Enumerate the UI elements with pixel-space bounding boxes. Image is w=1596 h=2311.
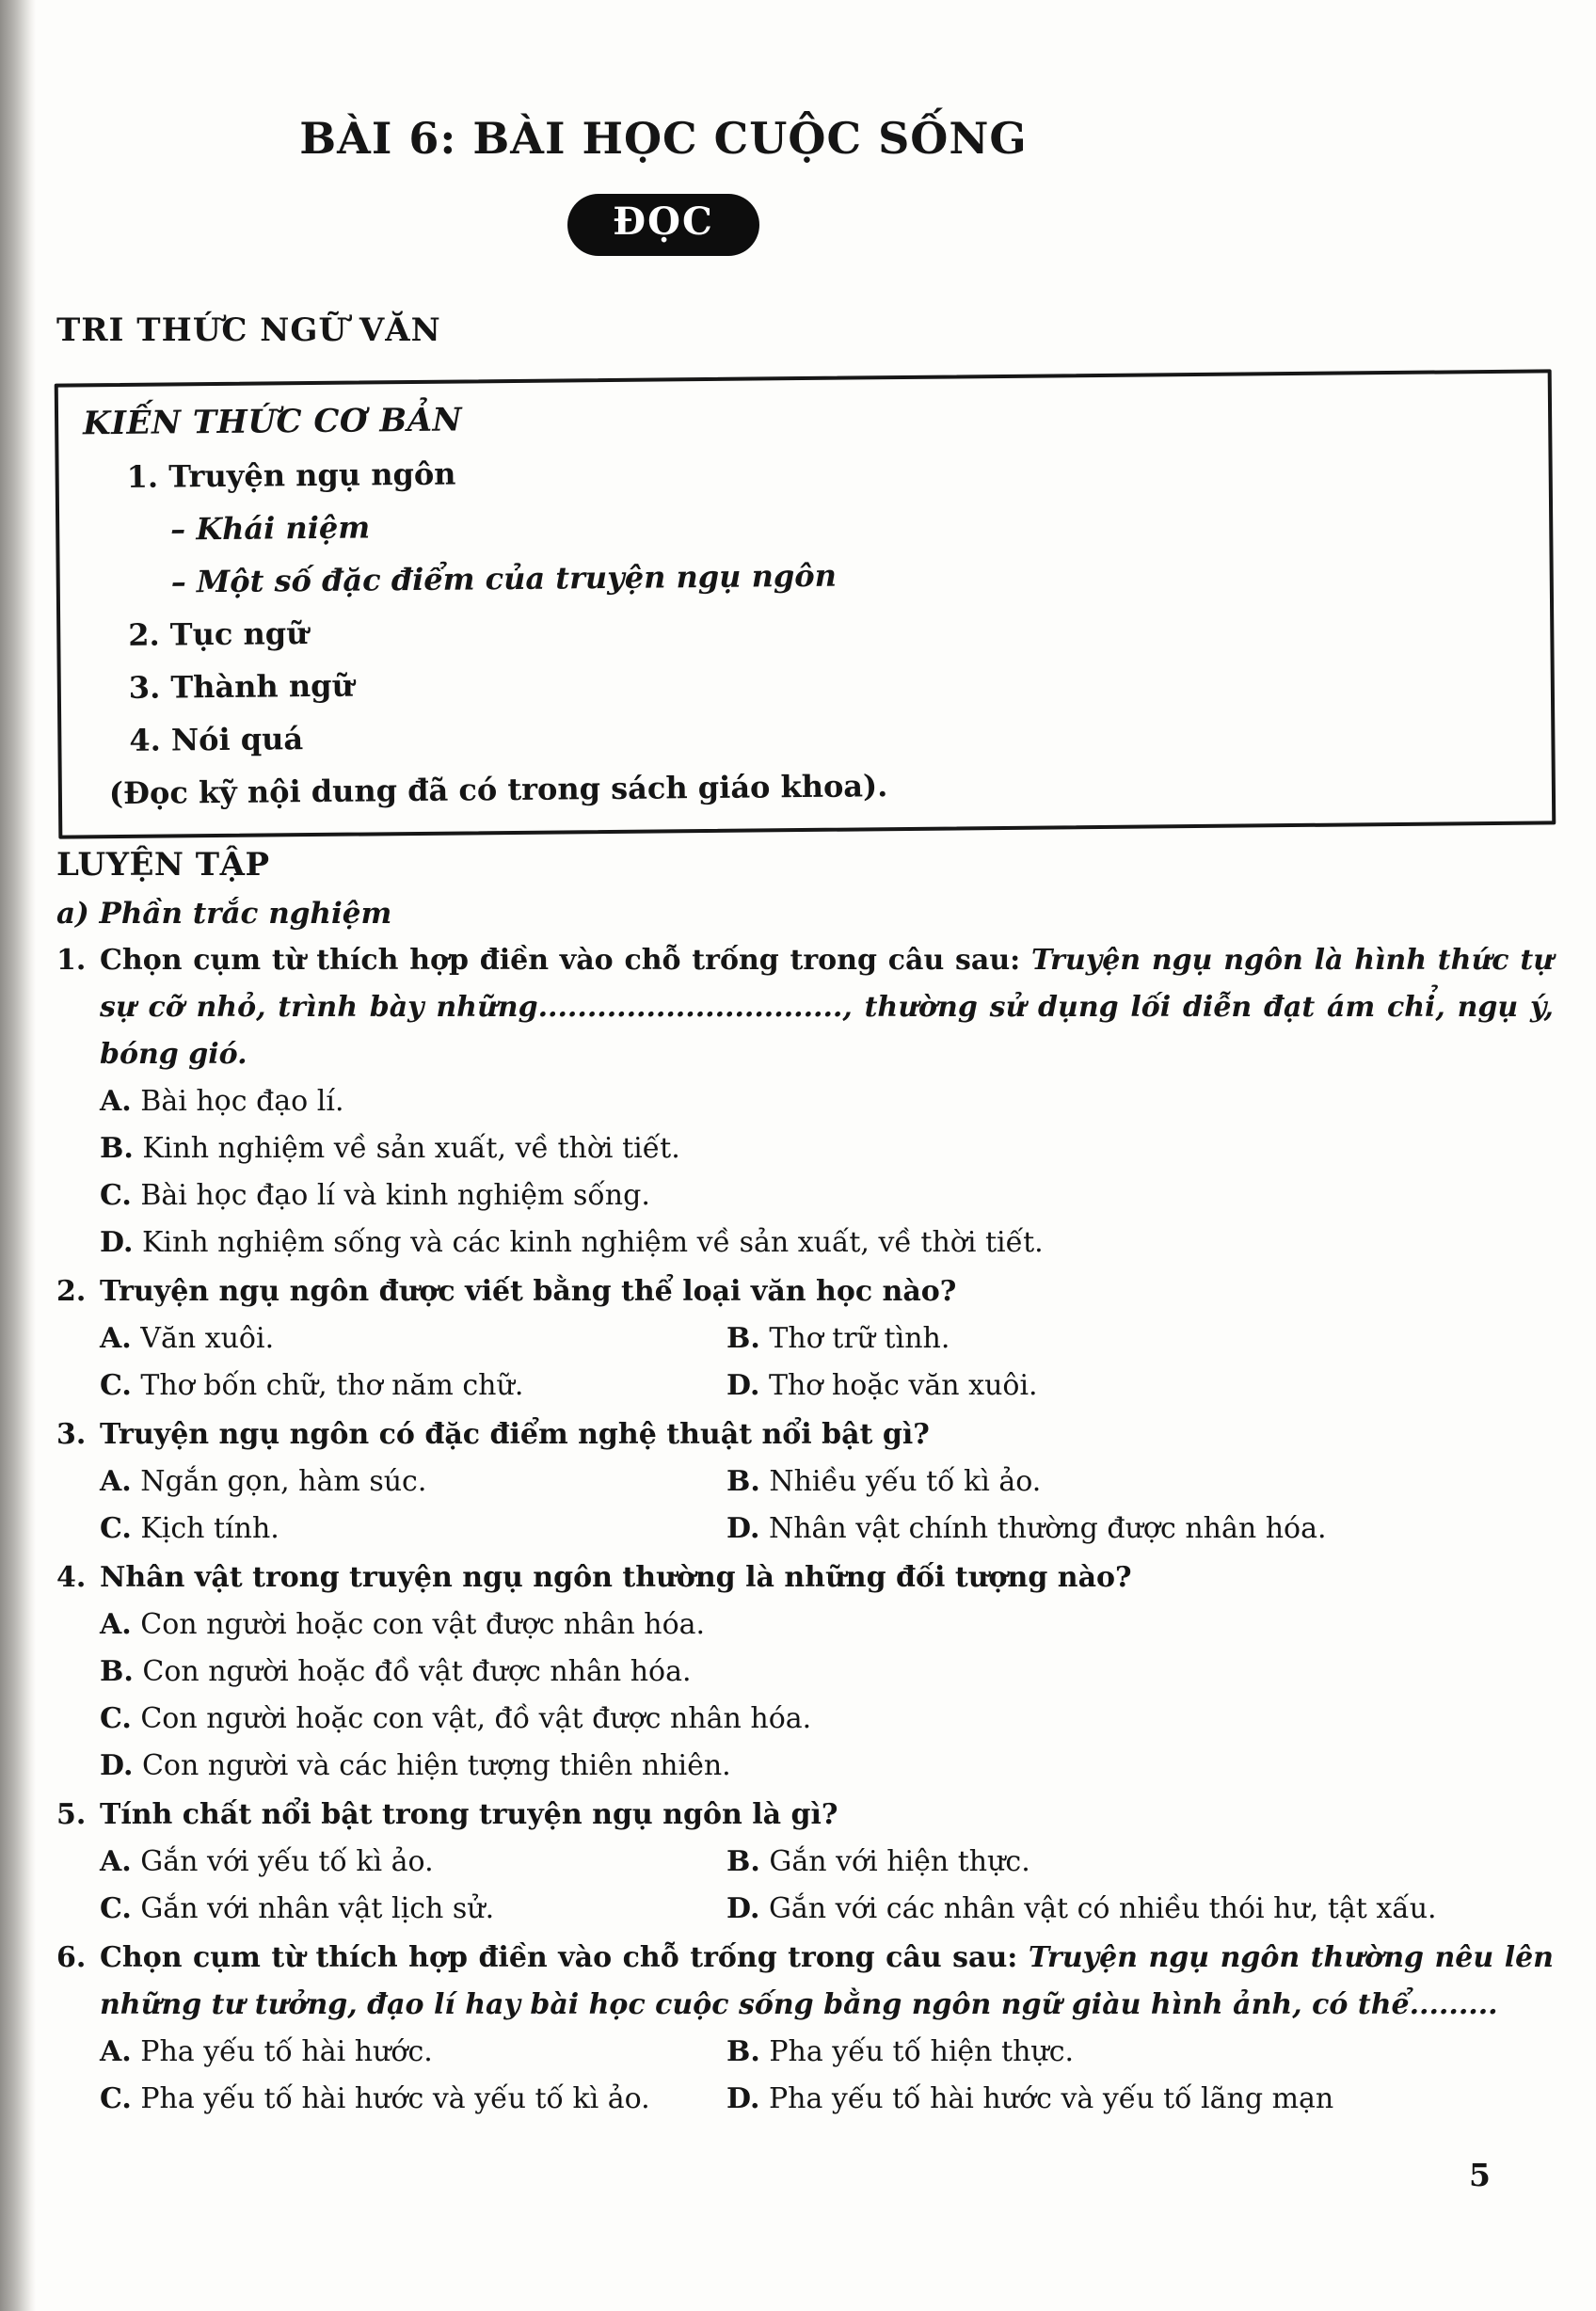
question-3 [56,1411,1554,1553]
question-number: 1. [56,944,87,977]
option-label: B. [726,1845,760,1878]
option-text: Thơ bốn chữ, thơ năm chữ. [140,1369,524,1402]
option-text: Kịch tính. [140,1512,279,1545]
option-d [100,1219,1554,1267]
page [36,0,1596,2311]
option-text: Nhân vật chính thường được nhân hóa. [768,1512,1327,1545]
knowledge-note: (Đọc kỹ nội dung đã có trong sách giáo khoa). [108,768,888,812]
option-label: B. [726,1465,760,1498]
option-d [100,1743,1554,1790]
option-label: D. [726,1512,760,1545]
option-text: Ngắn gọn, hàm súc. [140,1465,427,1498]
option-label: B. [100,1655,134,1688]
option-text: Bài học đạo lí và kinh nghiệm sống. [140,1179,650,1212]
option-label: B. [726,1322,760,1355]
option-a [100,1458,726,1506]
option-c [100,2076,726,2123]
question-number: 3. [56,1418,87,1451]
option-a [100,1602,1554,1649]
question-text: Nhân vật trong truyện ngụ ngôn thường là những đối tượng nào? [100,1561,1132,1594]
question-text: Chọn cụm từ thích hợp điền vào chỗ trống trong câu sau: [100,944,1021,977]
question-stem [56,1792,1554,1839]
option-text: Con người và các hiện tượng thiên nhiên. [141,1749,731,1782]
question-text-italic: Truyện ngụ ngôn là hình thức tự sự cỡ nhỏ, trình bày những..............................., thường sử dụng lối diễn đạt ám chỉ, ngụ ý, bóng gió. [100,944,1554,1071]
option-b [726,2029,1554,2076]
question-4 [56,1554,1554,1790]
option-label: A. [100,2035,132,2068]
question-2 [56,1268,1554,1410]
option-c [100,1172,1554,1219]
question-text: Tính chất nổi bật trong truyện ngụ ngôn là gì? [100,1798,838,1831]
option-label: A. [100,1465,132,1498]
option-label: D. [100,1226,134,1259]
option-text: Văn xuôi. [140,1322,275,1355]
option-a [100,1315,726,1363]
option-label: A. [100,1845,132,1878]
question-1 [56,937,1554,1267]
question-text: Truyện ngụ ngôn có đặc điểm nghệ thuật nổi bật gì? [100,1418,930,1451]
option-a [100,2029,726,2076]
knowledge-subitem: – Một số đặc điểm của truyện ngụ ngôn [170,557,838,600]
option-label: B. [726,2035,760,2068]
question-stem [56,1411,1554,1458]
knowledge-box [55,369,1556,838]
question-stem [56,937,1554,1078]
option-text: Con người hoặc con vật được nhân hóa. [140,1608,706,1641]
option-text: Pha yếu tố hiện thực. [769,2035,1075,2068]
option-text: Kinh nghiệm về sản xuất, về thời tiết. [142,1132,680,1165]
option-label: A. [100,1608,132,1641]
option-d [726,1363,1554,1410]
option-c [100,1886,726,1933]
page-number: 5 [1469,2157,1491,2193]
knowledge-item: 1. Truyện ngụ ngôn [126,455,456,495]
question-number: 2. [56,1275,87,1308]
option-c [100,1506,726,1553]
options-list [56,1839,1554,1933]
option-label: D. [100,1749,134,1782]
binding-shadow [0,0,36,2311]
option-text: Gắn với hiện thực. [769,1845,1030,1878]
option-text: Thơ hoặc văn xuôi. [768,1369,1038,1402]
question-5 [56,1792,1554,1933]
option-text: Bài học đạo lí. [140,1085,344,1118]
option-b [726,1315,1554,1363]
option-label: C. [100,1179,132,1212]
option-label: B. [100,1132,134,1165]
option-label: C. [100,2082,132,2115]
option-label: A. [100,1085,132,1118]
option-text: Kinh nghiệm sống và các kinh nghiệm về sản xuất, về thời tiết. [141,1226,1044,1259]
option-label: C. [100,1369,132,1402]
option-text: Pha yếu tố hài hước và yếu tố lãng mạn [768,2082,1334,2115]
options-list [56,1315,1554,1410]
option-b [100,1125,1554,1172]
option-text: Thơ trữ tình. [769,1322,950,1355]
options-list [56,1458,1554,1553]
knowledge-item: 4. Nói quá [129,721,304,758]
option-text: Nhiều yếu tố kì ảo. [769,1465,1042,1498]
question-number: 6. [56,1941,87,1974]
option-d [726,1886,1554,1933]
knowledge-item: 2. Tục ngữ [128,615,309,653]
option-a [100,1839,726,1886]
question-number: 4. [56,1561,87,1594]
option-label: C. [100,1702,132,1735]
option-text: Gắn với yếu tố kì ảo. [140,1845,434,1878]
option-label: C. [100,1512,132,1545]
option-text: Gắn với nhân vật lịch sử. [140,1892,495,1925]
option-b [100,1649,1554,1696]
badge-row [56,194,1270,256]
question-text: Truyện ngụ ngôn được viết bằng thể loại văn học nào? [100,1275,957,1308]
option-c [100,1363,726,1410]
option-label: C. [100,1892,132,1925]
option-text: Con người hoặc con vật, đồ vật được nhân hóa. [140,1702,812,1735]
question-6 [56,1935,1554,2123]
option-label: D. [726,1369,760,1402]
question-stem [56,1268,1554,1315]
knowledge-subitem: – Khái niệm [170,509,371,548]
section-heading-tri-thuc: TRI THỨC NGỮ VĂN [56,311,441,349]
knowledge-box-title: KIẾN THỨC CƠ BẢN [82,401,463,443]
option-c [100,1696,1554,1743]
option-label: A. [100,1322,132,1355]
option-a [100,1078,1554,1125]
section-heading-luyen-tap: LUYỆN TẬP [56,846,270,884]
knowledge-item: 3. Thành ngữ [128,667,354,706]
question-number: 5. [56,1798,87,1831]
option-text: Gắn với các nhân vật có nhiều thói hư, tật xấu. [768,1892,1437,1925]
question-text: Chọn cụm từ thích hợp điền vào chỗ trống trong câu sau: [100,1941,1018,1974]
subsection-heading: a) Phần trắc nghiệm [56,897,392,931]
option-d [726,2076,1554,2123]
options-list [56,1602,1554,1790]
doc-badge: ĐỌC [567,194,759,256]
option-d [726,1506,1554,1553]
option-label: D. [726,2082,760,2115]
question-text-italic: Truyện ngụ ngôn thường nêu lên những tư tưởng, đạo lí hay bài học cuộc sống bằng ngôn ngữ giàu hình ảnh, có thể......... [100,1941,1554,2021]
options-list [56,1078,1554,1267]
option-b [726,1839,1554,1886]
option-b [726,1458,1554,1506]
option-text: Pha yếu tố hài hước và yếu tố kì ảo. [140,2082,650,2115]
option-text: Con người hoặc đồ vật được nhân hóa. [142,1655,692,1688]
question-stem [56,1935,1554,2029]
question-stem [56,1554,1554,1602]
option-label: D. [726,1892,760,1925]
option-text: Pha yếu tố hài hước. [140,2035,433,2068]
page-title: BÀI 6: BÀI HỌC CUỘC SỐNG [299,113,1028,164]
options-list [56,2029,1554,2123]
